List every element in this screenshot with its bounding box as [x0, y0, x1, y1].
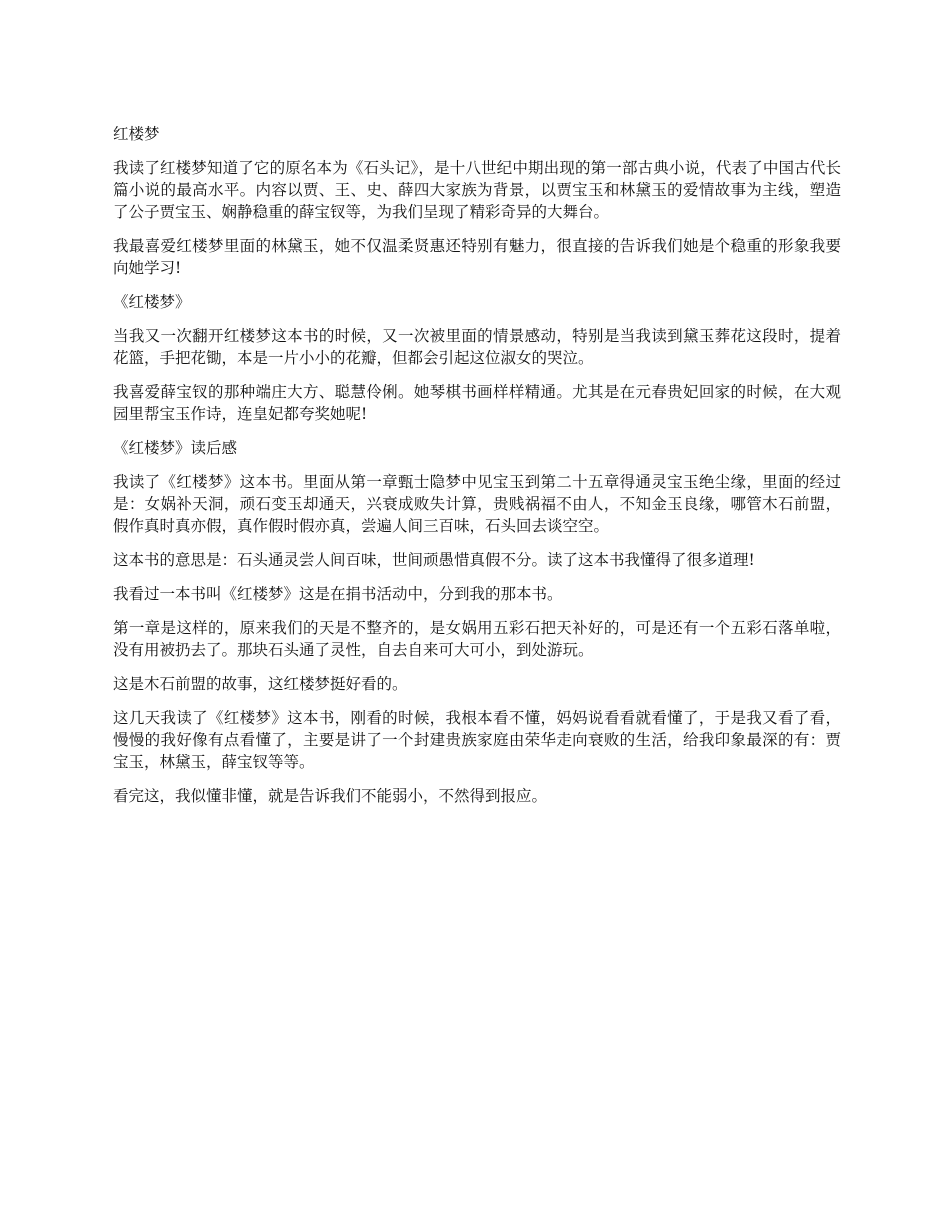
document-body — [113, 123, 841, 819]
section-heading: 红楼梦 — [113, 125, 160, 143]
paragraph: 看完这，我似懂非懂，就是告诉我们不能弱小，不然得到报应。 — [113, 787, 548, 805]
paragraph: 这是木石前盟的故事，这红楼梦挺好看的。 — [113, 675, 408, 693]
paragraph: 我最喜爱红楼梦里面的林黛玉，她不仅温柔贤惠还特别有魅力，很直接的告诉我们她是个稳重的形象我要向她学习! — [113, 237, 841, 277]
section-heading: 《红楼梦》 — [113, 293, 191, 311]
paragraph: 我读了红楼梦知道了它的原名本为《石头记》，是十八世纪中期出现的第一部古典小说，代表了中国古代长篇小说的最高水平。内容以贾、王、史、薛四大家族为背景，以贾宝玉和林黛玉的爱情故事为主线，塑造了公子贾宝玉、娴静稳重的薛宝钗等，为我们呈现了精彩奇异的大舞台。 — [113, 159, 841, 221]
section-heading: 《红楼梦》读后感 — [113, 439, 238, 457]
paragraph: 我读了《红楼梦》这本书。里面从第一章甄士隐梦中见宝玉到第二十五章得通灵宝玉绝尘缘，里面的经过是：女娲补天洞，顽石变玉却通天，兴衰成败失计算，贵贱祸福不由人，不知金玉良缘，哪管木石前盟，假作真时真亦假，真作假时假亦真，尝遍人间三百味，石头回去谈空空。 — [113, 473, 841, 535]
paragraph: 第一章是这样的，原来我们的天是不整齐的，是女娲用五彩石把天补好的，可是还有一个五彩石落单啦，没有用被扔去了。那块石头通了灵性，自去自来可大可小，到处游玩。 — [113, 619, 841, 659]
paragraph: 这几天我读了《红楼梦》这本书，刚看的时候，我根本看不懂，妈妈说看看就看懂了，于是我又看了看，慢慢的我好像有点看懂了，主要是讲了一个封建贵族家庭由荣华走向衰败的生活，给我印象最深的有：贾宝玉，林黛玉，薛宝钗等等。 — [113, 709, 841, 771]
paragraph: 我喜爱薛宝钗的那种端庄大方、聪慧伶俐。她琴棋书画样样精通。尤其是在元春贵妃回家的时候，在大观园里帮宝玉作诗，连皇妃都夸奖她呢! — [113, 383, 841, 423]
paragraph: 这本书的意思是：石头通灵尝人间百味，世间顽愚惜真假不分。读了这本书我懂得了很多道理! — [113, 551, 755, 569]
paragraph: 我看过一本书叫《红楼梦》这是在捐书活动中，分到我的那本书。 — [113, 585, 563, 603]
paragraph: 当我又一次翻开红楼梦这本书的时候，又一次被里面的情景感动，特别是当我读到黛玉葬花这段时，提着花篮，手把花锄，本是一片小小的花瓣，但都会引起这位淑女的哭泣。 — [113, 327, 841, 367]
